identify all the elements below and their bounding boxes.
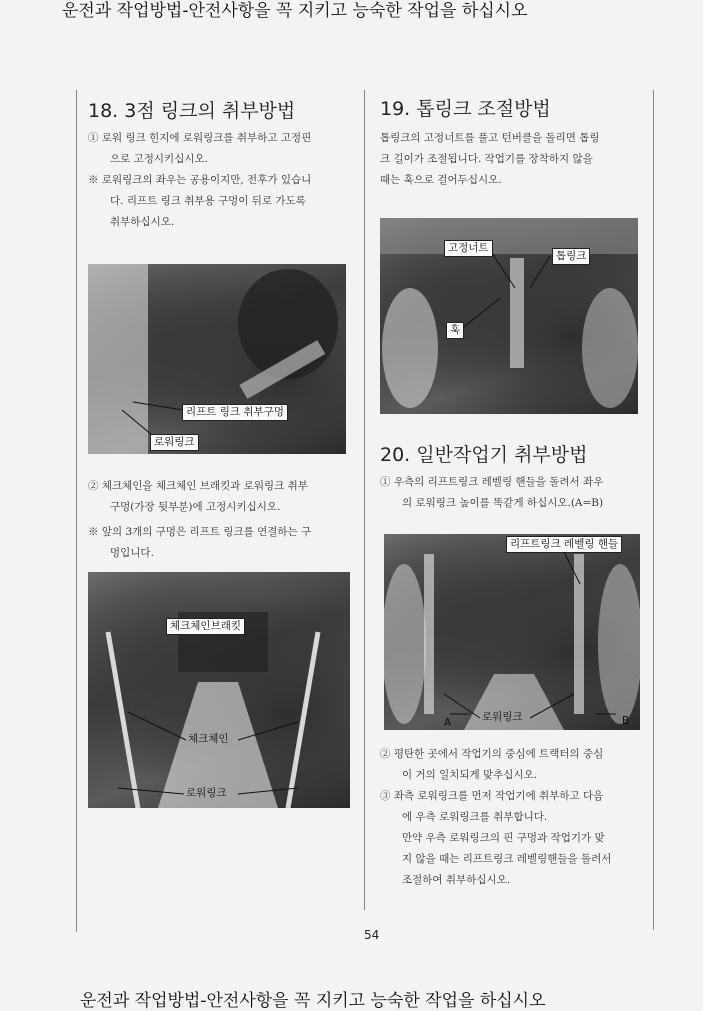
label-lower-link-3: 로워링크 bbox=[482, 711, 523, 723]
label-check-chain-bracket: 체크체인브래킷 bbox=[166, 618, 245, 635]
label-top-link: 톱링크 bbox=[552, 248, 590, 265]
column-rule-left bbox=[76, 90, 77, 932]
label-lower-link-2: 로워링크 bbox=[186, 787, 227, 799]
label-b: B bbox=[622, 715, 630, 727]
photo-lower-link-hinge bbox=[88, 264, 346, 454]
running-header: 운전과 작업방법-안전사항을 꼭 지키고 능숙한 작업을 하십시오 bbox=[62, 1, 528, 21]
photo-top-link bbox=[380, 218, 638, 414]
label-leveling-handle: 리프트링크 레벨링 핸들 bbox=[506, 536, 622, 553]
note-2-cont: 멍입니다. bbox=[110, 547, 154, 559]
step-2-cont: 구멍(가장 뒷부분)에 고정시키십시오. bbox=[110, 501, 281, 513]
photo-3-callouts bbox=[380, 218, 638, 414]
s20-step-3-cont: 에 우측 로워링크를 취부합니다. bbox=[402, 811, 548, 823]
section-18-note-2 bbox=[88, 522, 350, 564]
label-lock-nut: 고정너트 bbox=[444, 240, 493, 257]
section-18-text-1 bbox=[88, 128, 350, 233]
toplink-body-1: 톱링크의 고정너트를 풀고 턴버클을 돌리면 톱링 bbox=[380, 132, 600, 144]
section-20-text-1 bbox=[380, 472, 642, 514]
section-18-title: 18. 3점 링크의 취부방법 bbox=[88, 100, 296, 122]
toplink-body-2: 크 길이가 조절됩니다. 작업기를 장착하지 않을 bbox=[380, 153, 593, 165]
note-1-cont: 다. 리프트 링크 취부용 구멍이 뒤로 가도록 bbox=[110, 195, 306, 207]
s20-step-1: ① 우측의 리프트링크 레벨링 핸들을 돌려서 좌우 bbox=[380, 476, 604, 488]
toplink-body-3: 때는 훅으로 걸어두십시오. bbox=[380, 174, 502, 186]
section-19-text bbox=[380, 128, 642, 191]
label-lift-link-hole: 리프트 링크 취부구멍 bbox=[182, 404, 288, 421]
s20-step-3-cont-3: 지 않을 때는 리프트링크 레벨링핸들을 돌려서 bbox=[402, 853, 612, 865]
s20-step-3-cont-4: 조절하여 취부하십시오. bbox=[402, 874, 511, 886]
s20-step-3: ③ 좌측 로워링크를 먼저 작업기에 취부하고 다음 bbox=[380, 790, 604, 802]
page-number: 54 bbox=[364, 928, 380, 942]
s20-step-3-cont-2: 만약 우측 로워링크의 핀 구멍과 작업기가 맞 bbox=[402, 832, 605, 844]
running-footer: 운전과 작업방법-안전사항을 꼭 지키고 능숙한 작업을 하십시오 bbox=[80, 991, 546, 1011]
note-1: ※ 로워링크의 좌우는 공용이지만, 전후가 있습니 bbox=[88, 174, 312, 186]
photo-2-callouts bbox=[88, 572, 350, 808]
label-check-chain: 체크체인 bbox=[188, 733, 229, 745]
photo-leveling-handle bbox=[384, 534, 640, 730]
column-rule-right bbox=[653, 90, 654, 930]
section-20-title: 20. 일반작업기 취부방법 bbox=[380, 444, 588, 466]
label-a: A bbox=[444, 717, 452, 729]
photo-1-callouts bbox=[88, 264, 346, 454]
note-1-cont-2: 취부하십시오. bbox=[110, 216, 175, 228]
photo-4-callouts bbox=[384, 534, 640, 730]
step-1: ① 로워 링크 힌지에 로워링크를 취부하고 고정핀 bbox=[88, 132, 312, 144]
label-hook: 훅 bbox=[446, 322, 464, 339]
note-2: ※ 앞의 3개의 구멍은 리프트 링크를 연결하는 구 bbox=[88, 526, 312, 538]
section-20-text-2 bbox=[380, 744, 646, 891]
step-2: ② 체크체인을 체크체인 브래킷과 로워링크 취부 bbox=[88, 480, 308, 492]
section-18-text-2 bbox=[88, 476, 350, 518]
photo-check-chain bbox=[88, 572, 350, 808]
label-lower-link: 로워링크 bbox=[150, 434, 199, 451]
column-rule-center bbox=[364, 90, 365, 910]
s20-step-1-cont: 의 로워링크 높이를 똑같게 하십시오.(A=B) bbox=[402, 497, 604, 509]
s20-step-2-cont: 이 거의 일치되게 맞추십시오. bbox=[402, 769, 538, 781]
s20-step-2: ② 평탄한 곳에서 작업기의 중심에 트랙터의 중심 bbox=[380, 748, 604, 760]
step-1-cont: 으로 고정시키십시오. bbox=[110, 153, 208, 165]
section-19-title: 19. 톱링크 조절방법 bbox=[380, 98, 551, 120]
